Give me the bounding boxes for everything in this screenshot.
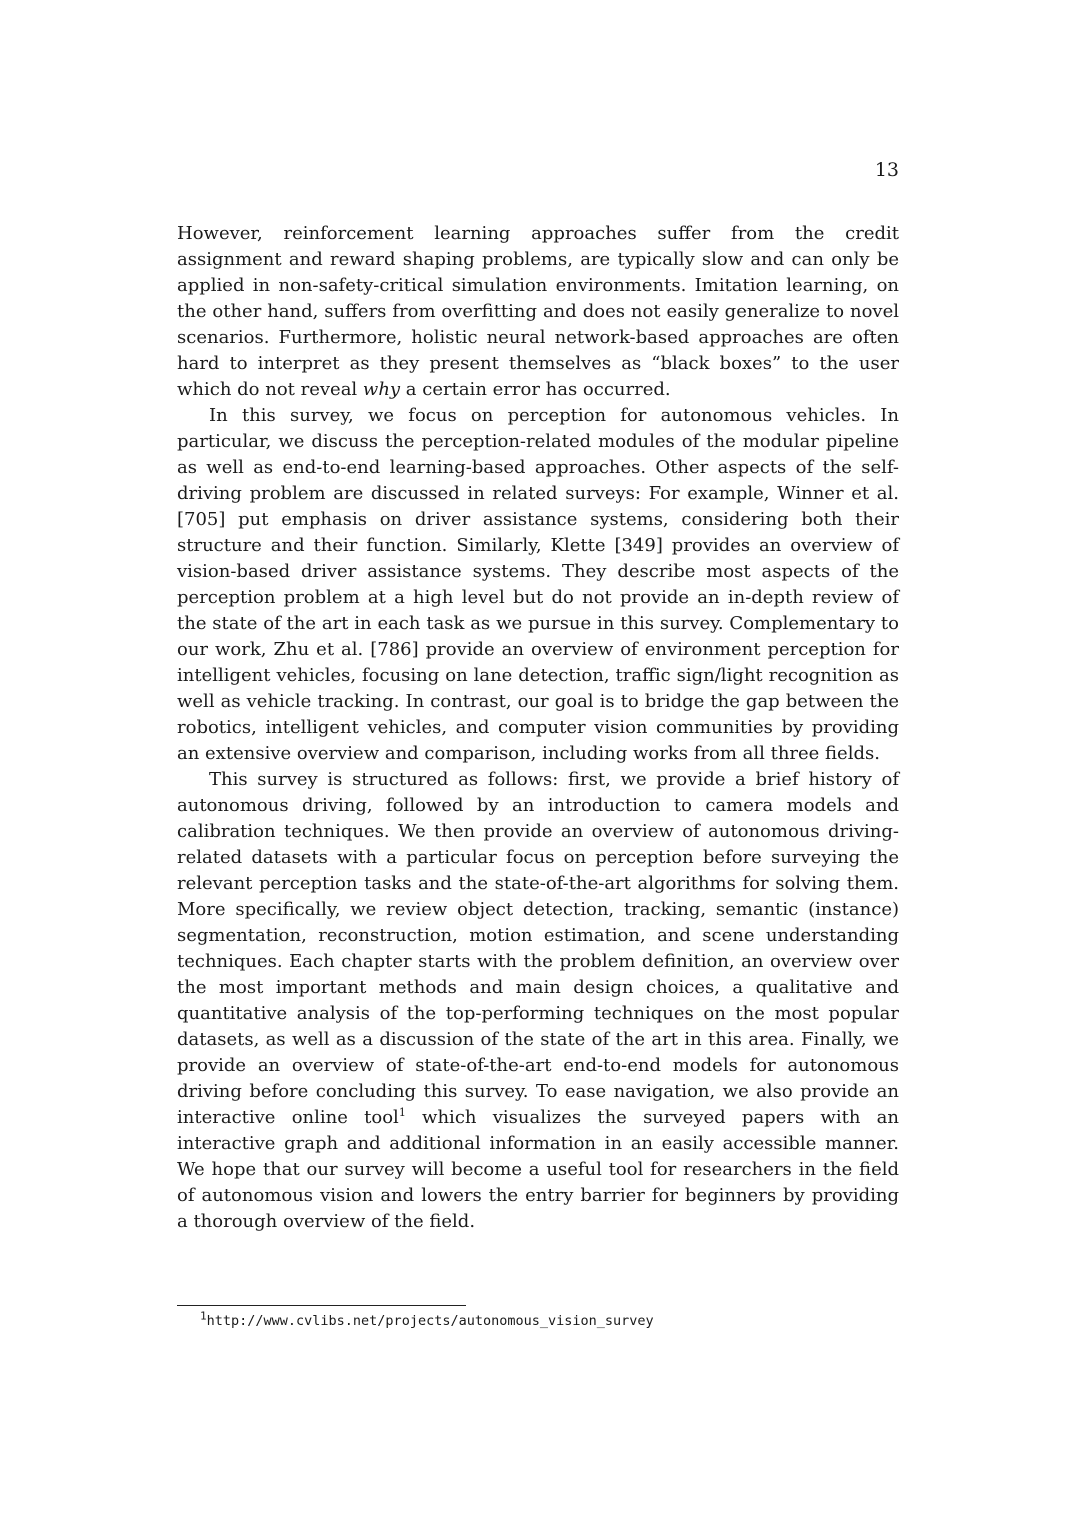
- emphasis-why: why: [362, 379, 401, 400]
- paragraph-text: This survey is structured as follows: first, we provide a brief history of autonomous driving, followed by an introduction to camera models and calibration techniques. We then provide an overview of autonomous driving-related datasets with a particular focus on perception before surveying the relevant perception tasks and the state-of-the-art algorithms for solving them. More specifically, we review object detection, tracking, semantic (instance) segmentation, reconstruction, motion estimation, and scene understanding techniques. Each chapter starts with the problem definition, an overview over the most important methods and main design choices, a qualitative and quantitative analysis of the top-performing techniques on the most popular datasets, as well as a discussion of the state of the art in this area. Finally, we provide an overview of state-of-the-art end-to-end models for autonomous driving before concluding this survey. To ease navigation, we also provide an interactive online tool: [177, 769, 899, 1128]
- body-text: [177, 221, 899, 1235]
- footnote-url-link[interactable]: http://www.cvlibs.net/projects/autonomous_vision_survey: [206, 1313, 654, 1329]
- footnote: [200, 1309, 654, 1330]
- footnote-marker: 1: [200, 1309, 207, 1323]
- paragraph-survey-structure: [177, 767, 899, 1235]
- footnote-reference[interactable]: 1: [398, 1106, 406, 1119]
- paragraph-text: a certain error has occurred.: [400, 379, 671, 400]
- page-number: 13: [874, 159, 899, 181]
- paragraph-rl-limitations: [177, 221, 899, 403]
- paragraph-text: However, reinforcement learning approaches suffer from the credit assignment and reward shaping problems, are typically slow and can only be applied in non-safety-critical simulation environments. Imitation learning, on the other hand, suffers from overfitting and does not easily generalize to novel scenarios. Furthermore, holistic neural network-based approaches are often hard to interpret as they present themselves as “black boxes” to the user which do not reveal: [177, 223, 899, 400]
- paragraph-text: which visualizes the surveyed papers with an interactive graph and additional information in an easily accessible manner. We hope that our survey will become a useful tool for researchers in the field of autonomous vision and lowers the entry barrier for beginners by providing a thorough overview of the field.: [177, 1107, 899, 1232]
- footnote-divider: [177, 1305, 466, 1306]
- paragraph-survey-focus: In this survey, we focus on perception for autonomous vehicles. In particular, we discuss the perception-related modules of the modular pipeline as well as end-to-end learning-based approaches. Other aspects of the self-driving problem are discussed in related surveys: For example, Winner et al. [705] put emphasis on driver assistance systems, considering both their structure and their function. Similarly, Klette [349] provides an overview of vision-based driver assistance systems. They describe most aspects of the perception problem at a high level but do not provide an in-depth review of the state of the art in each task as we pursue in this survey. Complementary to our work, Zhu et al. [786] provide an overview of environment perception for intelligent vehicles, focusing on lane detection, traffic sign/light recognition as well as vehicle tracking. In contrast, our goal is to bridge the gap between the robotics, intelligent vehicles, and computer vision communities by providing an extensive overview and comparison, including works from all three fields.: [177, 405, 899, 764]
